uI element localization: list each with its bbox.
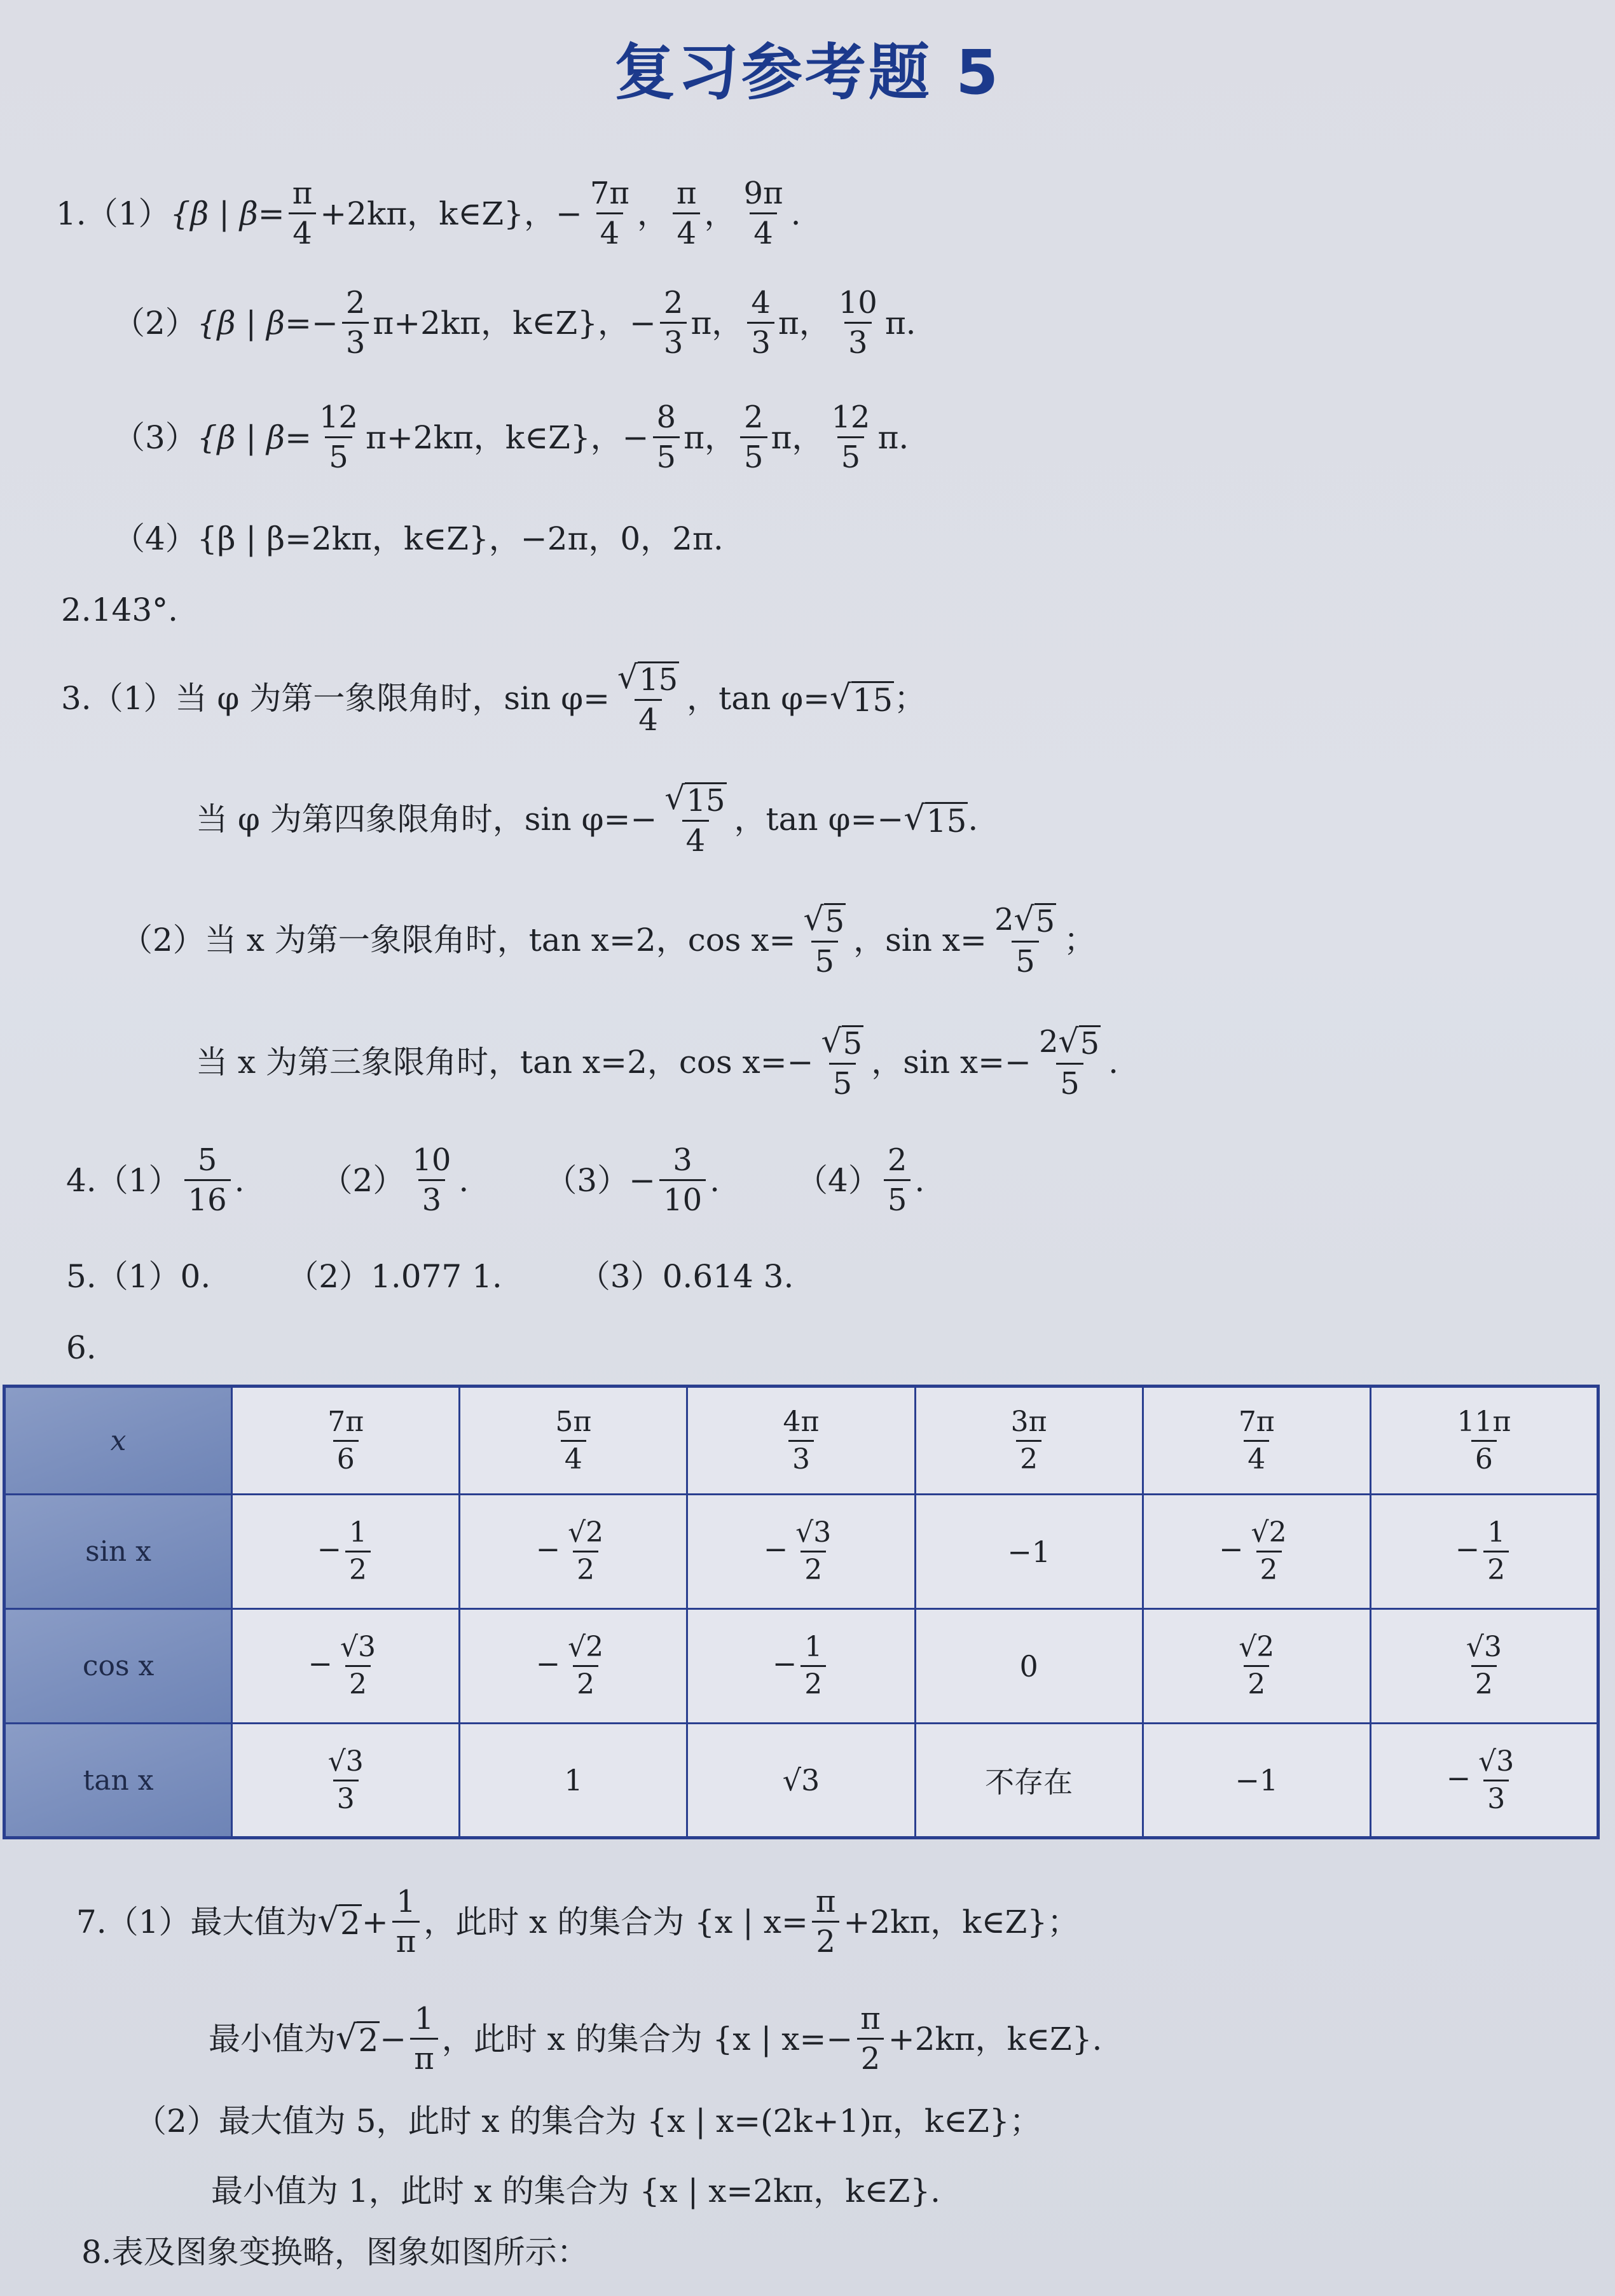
separator: ， (636, 195, 669, 232)
fraction: $\frac{\pi}{4}$ (673, 178, 701, 249)
q1-1-set-b: +2kπ，k∈Z}，− (320, 195, 582, 232)
q1-1-label: （1） (86, 195, 170, 232)
q8-number: 8. (81, 2234, 112, 2271)
table-cell: − $\frac{√2}{2}$ (460, 1609, 687, 1724)
q7-1-text-c: ，此时 x 的集合为 {x | x= (423, 1903, 808, 1940)
table-cell: − $\frac{1}{2}$ (1370, 1495, 1598, 1609)
fraction: $\frac{12}{5}$ (831, 399, 870, 475)
fraction: $\frac{2}{3}$ (342, 287, 369, 358)
q2-number: 2. (61, 591, 92, 628)
q7-3-text: 最大值为 5，此时 x 的集合为 {x | x=(2k+1)π，k∈Z}； (218, 2103, 1041, 2140)
separator: π， (691, 304, 744, 342)
q3-2-text-a: 当 φ 为第四象限角时，sin φ=− (196, 801, 657, 838)
fraction: $\frac{9\pi}{4}$ (743, 176, 783, 251)
table-col-head: $\frac{11\pi}{6}$ (1370, 1387, 1598, 1495)
table-row (4, 1609, 1598, 1724)
table-cell: 1 (460, 1724, 687, 1838)
fraction: $\frac{10}{3}$ (412, 1142, 451, 1218)
trig-value-table (3, 1385, 1600, 1839)
q1-part2 (113, 285, 916, 361)
q1-3-set-b: π+2kπ，k∈Z}，− (366, 418, 649, 456)
fraction: $\frac{\pi}{2}$ (856, 2003, 884, 2074)
terminator: . (234, 1161, 245, 1199)
fraction: $\frac{4}{3}$ (747, 287, 774, 358)
sqrt: √ 2 (317, 1901, 361, 1942)
q3-1-text-a: 当 φ 为第一象限角时，sin φ= (175, 680, 610, 717)
q3-4-text-b: ，sin x=− (871, 1044, 1031, 1081)
q1-2-set-a: {β | β=− (196, 304, 338, 342)
table-cell: − $\frac{1}{2}$ (232, 1495, 460, 1609)
terminator: . (458, 1161, 469, 1199)
q5-number: 5. (66, 1258, 97, 1295)
table-header-x: x (4, 1387, 232, 1495)
q3-3-text-a: 当 x 为第一象限角时，tan x=2，cos x= (204, 922, 796, 958)
sqrt: √ 15 (904, 798, 967, 840)
table-cell: − $\frac{√3}{2}$ (232, 1609, 460, 1724)
sqrt: √ 2 (336, 2018, 379, 2059)
q7-line4 (211, 2173, 941, 2210)
table-col-head: $\frac{3\pi}{2}$ (915, 1387, 1143, 1495)
q1-1-set-a: {β | β= (170, 195, 285, 232)
fraction: $\frac{3}{10}$ (659, 1145, 706, 1215)
q7-1-label: （1） (106, 1903, 191, 1940)
table-col-head: $\frac{5\pi}{4}$ (460, 1387, 687, 1495)
q1-part4 (113, 520, 724, 557)
q5-part1: （1）0. (96, 1258, 211, 1295)
table-cell: −1 (1143, 1724, 1370, 1838)
q5-part3: （3）0.614 3. (578, 1258, 794, 1295)
fraction: $\frac{1}{\pi}$ (410, 2003, 438, 2074)
q7-line1 (76, 1884, 1080, 1960)
q7-4-text: 最小值为 1，此时 x 的集合为 {x | x=2kπ，k∈Z}. (211, 2173, 941, 2210)
q7-2-text-a: 最小值为 (209, 2020, 336, 2057)
q4-3-label: （3） (545, 1161, 629, 1199)
terminator: . (790, 195, 801, 232)
q4 (66, 1142, 925, 1218)
fraction: $\frac{2}{5}$ (740, 402, 767, 473)
fraction: $\frac{1}{\pi}$ (392, 1886, 420, 1957)
fraction: √ 5 5 (803, 900, 845, 979)
q1-2-set-b: π+2kπ，k∈Z}，− (373, 304, 656, 342)
fraction: $\frac{8}{5}$ (653, 402, 680, 473)
row-label-tan: tan x (4, 1724, 232, 1838)
q7-2-text-e: +2kπ，k∈Z}. (888, 2020, 1103, 2057)
separator: π， (771, 418, 824, 456)
q5 (66, 1258, 794, 1295)
q3-line4 (196, 1022, 1119, 1102)
q1-4-label: （4） (113, 520, 197, 557)
q1-3-label: （3） (113, 418, 197, 456)
sqrt: √ 15 (830, 677, 893, 719)
fraction: $\frac{\pi}{2}$ (812, 1886, 840, 1957)
q7-1-text-a: 最大值为 (190, 1903, 318, 1940)
table-cell: $\frac{√3}{2}$ (1370, 1609, 1598, 1724)
q7-number: 7. (76, 1903, 107, 1940)
operator: + (361, 1903, 388, 1940)
terminator: . (914, 1161, 925, 1199)
fraction: $\frac{5}{16}$ (184, 1145, 231, 1215)
q3-1-text-b: ，tan φ= (687, 680, 830, 717)
terminator: ； (1064, 922, 1096, 958)
q3-line2 (196, 779, 979, 859)
terminator: . (968, 801, 979, 838)
q1-4-text: {β | β=2kπ，k∈Z}，−2π，0，2π. (196, 520, 724, 557)
table-col-head: $\frac{7\pi}{4}$ (1143, 1387, 1370, 1495)
table-cell: − $\frac{√3}{3}$ (1370, 1724, 1598, 1838)
fraction: √ 15 4 (617, 658, 678, 738)
table-cell: − $\frac{1}{2}$ (687, 1609, 915, 1724)
q6 (66, 1329, 97, 1366)
q1-part1 (56, 178, 801, 249)
q7-2-text-c: ，此时 x 的集合为 {x | x=− (441, 2020, 853, 2057)
q4-4-label: （4） (796, 1161, 880, 1199)
fraction: √ 5 5 (821, 1022, 863, 1102)
q6-number: 6. (66, 1329, 97, 1366)
q3-1-label: （1） (91, 680, 175, 717)
q1-part3 (113, 399, 909, 475)
row-label-sin: sin x (4, 1495, 232, 1609)
q3-2-label: （2） (121, 922, 205, 958)
fraction: $\frac{7\pi}{4}$ (589, 176, 629, 251)
q7-line3 (135, 2103, 1041, 2140)
table-col-head: $\frac{4\pi}{3}$ (687, 1387, 915, 1495)
fraction: 2 √ 5 5 (1038, 1022, 1100, 1102)
q1-3-set-a: {β | β= (196, 418, 312, 456)
q1-number: 1. (56, 195, 86, 232)
q1-2-label: （2） (113, 304, 197, 342)
table-cell: 0 (915, 1609, 1143, 1724)
q4-2-label: （2） (320, 1161, 405, 1199)
fraction: $\frac{2}{5}$ (884, 1145, 911, 1215)
fraction: $\frac{12}{5}$ (319, 399, 359, 475)
table-col-head: $\frac{7\pi}{6}$ (232, 1387, 460, 1495)
table-cell: $\frac{√2}{2}$ (1143, 1609, 1370, 1724)
terminator: . (710, 1161, 720, 1199)
fraction: $\frac{10}{3}$ (838, 285, 877, 361)
row-label-cos: cos x (4, 1609, 232, 1724)
q7-line2 (209, 2001, 1103, 2077)
fraction: $\frac{2}{3}$ (660, 287, 687, 358)
table-row (4, 1387, 1598, 1495)
terminator: . (1108, 1044, 1119, 1081)
table-cell: −1 (915, 1495, 1143, 1609)
q4-number: 4. (66, 1161, 97, 1199)
fraction: √ 15 4 (664, 779, 725, 859)
q7-2-label: （2） (135, 2103, 219, 2140)
q3-2-text-b: ，tan φ=− (734, 801, 904, 838)
table-cell: − $\frac{√3}{2}$ (687, 1495, 915, 1609)
fraction: 2 √ 5 5 (994, 900, 1055, 979)
terminator: π. (884, 304, 916, 342)
table-cell: − $\frac{√2}{2}$ (460, 1495, 687, 1609)
q3-line3 (121, 900, 1096, 979)
q3-line1 (61, 658, 926, 738)
operator: − (380, 2020, 407, 2057)
fraction: $\frac{\pi}{4}$ (289, 178, 317, 249)
terminator: ； (894, 680, 926, 717)
table-cell: $\frac{√3}{3}$ (232, 1724, 460, 1838)
q5-part2: （2）1.077 1. (287, 1258, 502, 1295)
q2-text: 143°. (91, 591, 179, 628)
terminator: π. (877, 418, 909, 456)
q3-4-text-a: 当 x 为第三象限角时，tan x=2，cos x=− (196, 1044, 814, 1081)
q8 (81, 2234, 589, 2271)
q4-1-label: （1） (96, 1161, 181, 1199)
minus-sign: − (629, 1161, 656, 1199)
table-row (4, 1495, 1598, 1609)
table-cell: − $\frac{√2}{2}$ (1143, 1495, 1370, 1609)
separator: ， (704, 195, 736, 232)
table-cell: 不存在 (915, 1724, 1143, 1838)
q2 (61, 591, 179, 628)
table-cell: √3 (687, 1724, 915, 1838)
separator: π， (778, 304, 831, 342)
page-title: 复习参考题 5 (614, 37, 1001, 108)
separator: π， (684, 418, 736, 456)
q3-number: 3. (61, 680, 92, 717)
q8-text: 表及图象变换略，图象如图所示： (111, 2234, 589, 2271)
q3-3-text-b: ，sin x= (853, 922, 987, 958)
table-row (4, 1724, 1598, 1838)
q7-1-text-e: +2kπ，k∈Z}； (843, 1903, 1080, 1940)
